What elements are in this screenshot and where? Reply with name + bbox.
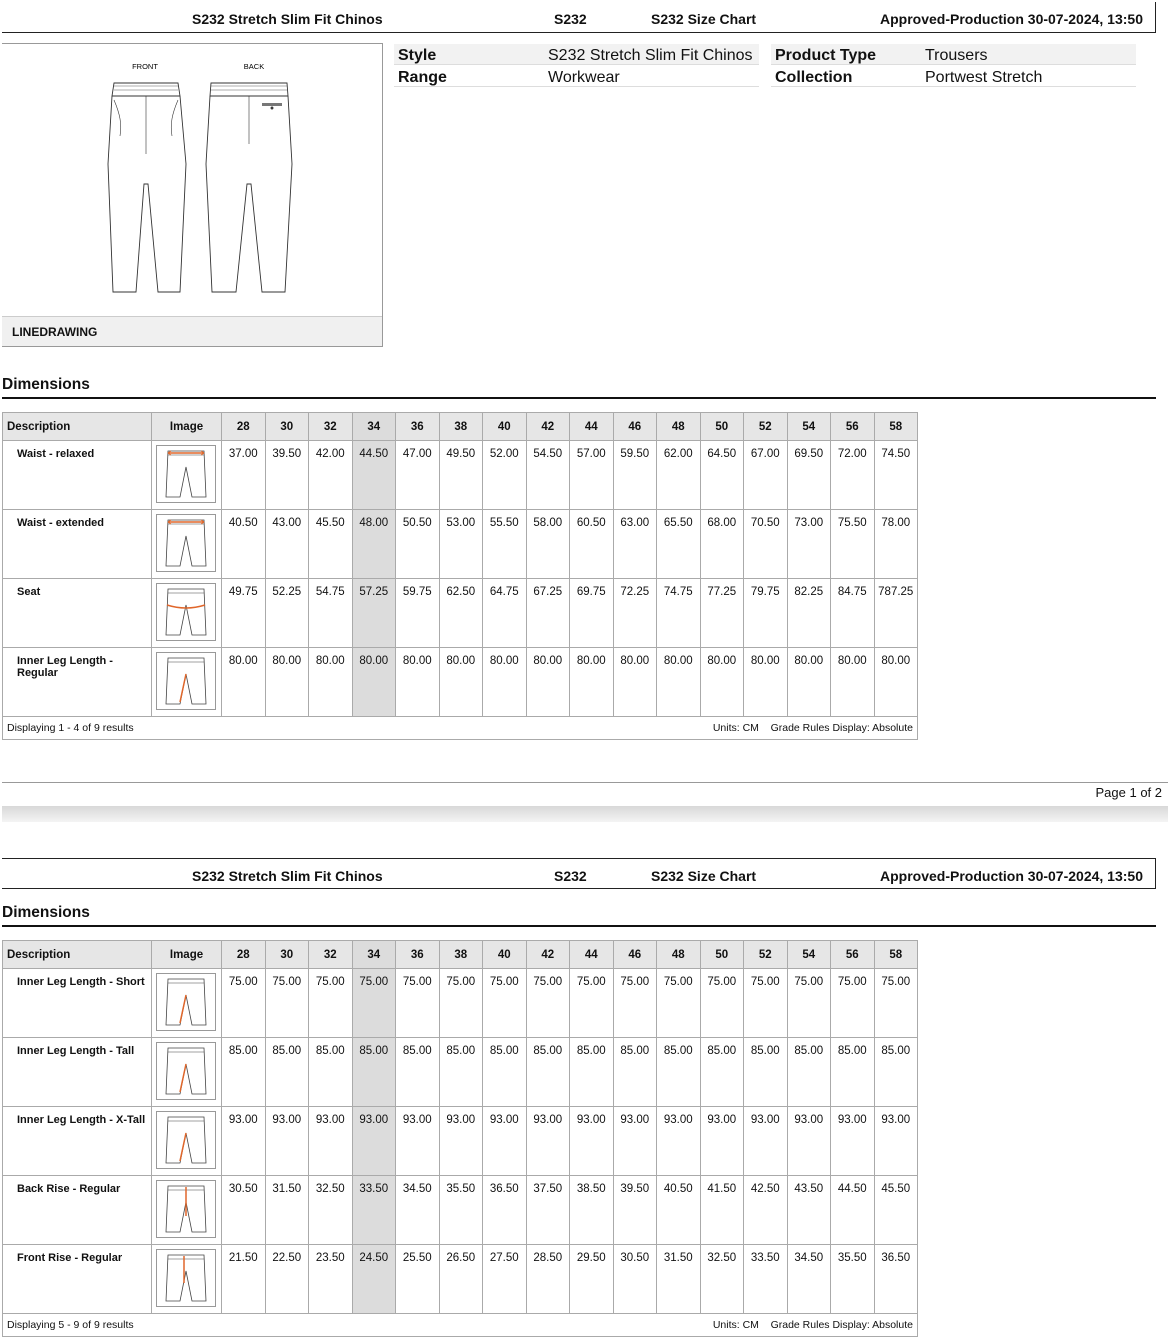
page-gap: [2, 806, 1168, 822]
results-count: Displaying 5 - 9 of 9 results: [3, 1314, 309, 1337]
size-value-cell: 85.00: [744, 1038, 788, 1107]
size-value-cell: 32.50: [700, 1245, 744, 1314]
header-code: S232: [554, 11, 587, 27]
page-header: [2, 2, 1156, 33]
size-value-cell: 85.00: [483, 1038, 527, 1107]
size-value-cell: 93.00: [570, 1107, 614, 1176]
size-header-54: 54: [787, 413, 831, 441]
size-header-38: 38: [439, 413, 483, 441]
size-value-cell: 39.50: [265, 441, 309, 510]
size-value-cell: 80.00: [309, 648, 353, 717]
size-value-cell: 57.25: [352, 579, 396, 648]
size-value-cell: 44.50: [352, 441, 396, 510]
size-value-cell: 48.00: [352, 510, 396, 579]
size-value-cell: 65.50: [657, 510, 701, 579]
size-header-30: 30: [265, 413, 309, 441]
size-value-cell: 31.50: [657, 1245, 701, 1314]
size-value-cell: 80.00: [787, 648, 831, 717]
size-value-cell: 80.00: [526, 648, 570, 717]
trousers-line-drawing: [2, 44, 383, 316]
results-count: Displaying 1 - 4 of 9 results: [3, 717, 309, 740]
size-header-32: 32: [309, 413, 353, 441]
size-value-cell: 52.25: [265, 579, 309, 648]
size-value-cell: 78.00: [874, 510, 918, 579]
line-drawing-caption: LINEDRAWING: [2, 316, 382, 346]
info-range-row: [394, 66, 759, 87]
size-value-cell: 38.50: [570, 1176, 614, 1245]
back-rise-diagram-icon: [152, 1176, 222, 1245]
size-value-cell: 93.00: [222, 1107, 266, 1176]
size-value-cell: 73.00: [787, 510, 831, 579]
size-header-42: 42: [526, 413, 570, 441]
style-label: Style: [398, 47, 437, 64]
size-value-cell: 85.00: [613, 1038, 657, 1107]
size-value-cell: 82.25: [787, 579, 831, 648]
size-value-cell: 85.00: [265, 1038, 309, 1107]
size-value-cell: 93.00: [874, 1107, 918, 1176]
inner-leg-diagram-icon: [152, 1107, 222, 1176]
size-value-cell: 35.50: [831, 1245, 875, 1314]
size-value-cell: 80.00: [265, 648, 309, 717]
size-value-cell: 37.00: [222, 441, 266, 510]
size-header-48: 48: [657, 413, 701, 441]
size-value-cell: 75.00: [265, 969, 309, 1038]
style-value: S232 Stretch Slim Fit Chinos: [548, 47, 753, 64]
table-header-row: [3, 413, 918, 441]
size-value-cell: 75.00: [613, 969, 657, 1038]
size-value-cell: 45.50: [874, 1176, 918, 1245]
size-header-32: 32: [309, 941, 353, 969]
description-header: Description: [3, 941, 152, 969]
size-value-cell: 75.00: [657, 969, 701, 1038]
waist-diagram-icon: [152, 441, 222, 510]
size-value-cell: 69.50: [787, 441, 831, 510]
size-value-cell: 74.50: [874, 441, 918, 510]
size-header-34: 34: [352, 413, 396, 441]
page-divider: [2, 782, 1168, 783]
table-row: [3, 648, 918, 717]
header-title: S232 Stretch Slim Fit Chinos: [192, 868, 383, 884]
dimensions-title: Dimensions: [2, 376, 1156, 399]
size-value-cell: 34.50: [787, 1245, 831, 1314]
row-description: Waist - relaxed: [3, 441, 152, 510]
header-code: S232: [554, 868, 587, 884]
product-type-label: Product Type: [775, 47, 877, 64]
size-value-cell: 67.00: [744, 441, 788, 510]
size-value-cell: 35.50: [439, 1176, 483, 1245]
description-header: Description: [3, 413, 152, 441]
front-trousers-shape: [108, 83, 186, 292]
size-value-cell: 85.00: [526, 1038, 570, 1107]
row-description: Inner Leg Length - Tall: [3, 1038, 152, 1107]
size-header-58: 58: [874, 941, 918, 969]
size-value-cell: 37.50: [526, 1176, 570, 1245]
size-value-cell: 75.50: [831, 510, 875, 579]
size-header-46: 46: [613, 413, 657, 441]
size-value-cell: 26.50: [439, 1245, 483, 1314]
size-value-cell: 85.00: [439, 1038, 483, 1107]
size-value-cell: 43.00: [265, 510, 309, 579]
row-description: Waist - extended: [3, 510, 152, 579]
size-value-cell: 75.00: [700, 969, 744, 1038]
row-description: Front Rise - Regular: [3, 1245, 152, 1314]
header-chart-name: S232 Size Chart: [651, 11, 757, 27]
size-value-cell: 93.00: [657, 1107, 701, 1176]
product-type-value: Trousers: [925, 47, 988, 64]
waist-diagram-icon: [152, 510, 222, 579]
size-value-cell: 21.50: [222, 1245, 266, 1314]
size-value-cell: 80.00: [222, 648, 266, 717]
table-footer-row: [3, 717, 918, 740]
size-value-cell: 85.00: [222, 1038, 266, 1107]
size-value-cell: 42.50: [744, 1176, 788, 1245]
size-value-cell: 85.00: [309, 1038, 353, 1107]
size-value-cell: 60.50: [570, 510, 614, 579]
size-value-cell: 93.00: [831, 1107, 875, 1176]
size-value-cell: 93.00: [613, 1107, 657, 1176]
size-value-cell: 43.50: [787, 1176, 831, 1245]
size-value-cell: 49.50: [439, 441, 483, 510]
inner-leg-diagram-icon: [152, 1038, 222, 1107]
size-value-cell: 50.50: [396, 510, 440, 579]
size-value-cell: 93.00: [744, 1107, 788, 1176]
table-footer-row: [3, 1314, 918, 1337]
size-header-52: 52: [744, 941, 788, 969]
size-value-cell: 85.00: [396, 1038, 440, 1107]
size-value-cell: 80.00: [613, 648, 657, 717]
size-header-42: 42: [526, 941, 570, 969]
size-value-cell: 54.50: [526, 441, 570, 510]
size-value-cell: 80.00: [483, 648, 527, 717]
row-description: Inner Leg Length - Regular: [3, 648, 152, 717]
range-value: Workwear: [548, 69, 620, 86]
size-value-cell: 93.00: [352, 1107, 396, 1176]
size-value-cell: 25.50: [396, 1245, 440, 1314]
size-value-cell: 75.00: [831, 969, 875, 1038]
size-value-cell: 93.00: [483, 1107, 527, 1176]
size-value-cell: 58.00: [526, 510, 570, 579]
table-row: [3, 510, 918, 579]
header-status: Approved-Production 30-07-2024, 13:50: [880, 868, 1143, 884]
size-value-cell: 24.50: [352, 1245, 396, 1314]
size-value-cell: 85.00: [657, 1038, 701, 1107]
units-info: Units: CM Grade Rules Display: Absolute: [309, 717, 918, 740]
size-value-cell: 93.00: [396, 1107, 440, 1176]
size-value-cell: 64.50: [700, 441, 744, 510]
size-value-cell: 75.00: [483, 969, 527, 1038]
size-header-44: 44: [570, 941, 614, 969]
size-value-cell: 29.50: [570, 1245, 614, 1314]
size-value-cell: 85.00: [570, 1038, 614, 1107]
size-value-cell: 55.50: [483, 510, 527, 579]
size-value-cell: 74.75: [657, 579, 701, 648]
size-value-cell: 80.00: [744, 648, 788, 717]
size-value-cell: 75.00: [787, 969, 831, 1038]
size-value-cell: 75.00: [570, 969, 614, 1038]
size-value-cell: 47.00: [396, 441, 440, 510]
size-value-cell: 63.00: [613, 510, 657, 579]
size-header-36: 36: [396, 413, 440, 441]
size-value-cell: 69.75: [570, 579, 614, 648]
size-value-cell: 72.00: [831, 441, 875, 510]
size-value-cell: 80.00: [657, 648, 701, 717]
size-header-28: 28: [222, 941, 266, 969]
table-row: [3, 1176, 918, 1245]
size-value-cell: 85.00: [874, 1038, 918, 1107]
back-trousers-shape: [206, 83, 292, 292]
size-value-cell: 42.00: [309, 441, 353, 510]
size-value-cell: 59.50: [613, 441, 657, 510]
size-value-cell: 75.00: [526, 969, 570, 1038]
size-value-cell: 93.00: [265, 1107, 309, 1176]
size-value-cell: 85.00: [787, 1038, 831, 1107]
size-header-36: 36: [396, 941, 440, 969]
inner-leg-diagram-icon: [152, 648, 222, 717]
size-value-cell: 72.25: [613, 579, 657, 648]
size-value-cell: 93.00: [787, 1107, 831, 1176]
size-value-cell: 787.25: [874, 579, 918, 648]
table-row: [3, 441, 918, 510]
size-value-cell: 75.00: [439, 969, 483, 1038]
size-value-cell: 32.50: [309, 1176, 353, 1245]
size-value-cell: 30.50: [222, 1176, 266, 1245]
size-value-cell: 57.00: [570, 441, 614, 510]
size-value-cell: 80.00: [396, 648, 440, 717]
line-drawing-panel: [2, 43, 383, 347]
size-value-cell: 84.75: [831, 579, 875, 648]
collection-value: Portwest Stretch: [925, 69, 1043, 86]
size-header-40: 40: [483, 941, 527, 969]
size-value-cell: 33.50: [352, 1176, 396, 1245]
size-value-cell: 30.50: [613, 1245, 657, 1314]
size-value-cell: 34.50: [396, 1176, 440, 1245]
image-header: Image: [152, 941, 222, 969]
size-value-cell: 75.00: [222, 969, 266, 1038]
size-value-cell: 49.75: [222, 579, 266, 648]
size-value-cell: 36.50: [874, 1245, 918, 1314]
size-value-cell: 75.00: [874, 969, 918, 1038]
header-title: S232 Stretch Slim Fit Chinos: [192, 11, 383, 27]
size-value-cell: 79.75: [744, 579, 788, 648]
size-value-cell: 62.50: [439, 579, 483, 648]
size-header-54: 54: [787, 941, 831, 969]
size-header-58: 58: [874, 413, 918, 441]
size-value-cell: 80.00: [874, 648, 918, 717]
size-header-56: 56: [831, 413, 875, 441]
size-value-cell: 45.50: [309, 510, 353, 579]
info-type-row: [771, 44, 1136, 65]
size-value-cell: 80.00: [570, 648, 614, 717]
size-header-52: 52: [744, 413, 788, 441]
size-value-cell: 53.00: [439, 510, 483, 579]
size-value-cell: 75.00: [744, 969, 788, 1038]
table-row: [3, 969, 918, 1038]
page-number: Page 1 of 2: [1095, 785, 1162, 800]
size-header-28: 28: [222, 413, 266, 441]
dimensions-table-page1: [2, 412, 918, 740]
size-value-cell: 62.00: [657, 441, 701, 510]
size-value-cell: 36.50: [483, 1176, 527, 1245]
size-value-cell: 68.00: [700, 510, 744, 579]
table-row: [3, 1245, 918, 1314]
size-value-cell: 85.00: [831, 1038, 875, 1107]
row-description: Inner Leg Length - X-Tall: [3, 1107, 152, 1176]
header-status: Approved-Production 30-07-2024, 13:50: [880, 11, 1143, 27]
size-header-46: 46: [613, 941, 657, 969]
range-label: Range: [398, 69, 447, 86]
size-header-48: 48: [657, 941, 701, 969]
size-value-cell: 80.00: [352, 648, 396, 717]
size-header-50: 50: [700, 941, 744, 969]
size-header-50: 50: [700, 413, 744, 441]
size-header-40: 40: [483, 413, 527, 441]
size-value-cell: 23.50: [309, 1245, 353, 1314]
size-value-cell: 39.50: [613, 1176, 657, 1245]
size-value-cell: 85.00: [352, 1038, 396, 1107]
size-value-cell: 75.00: [309, 969, 353, 1038]
size-value-cell: 59.75: [396, 579, 440, 648]
header-chart-name: S232 Size Chart: [651, 868, 757, 884]
size-value-cell: 75.00: [352, 969, 396, 1038]
size-header-44: 44: [570, 413, 614, 441]
row-description: Inner Leg Length - Short: [3, 969, 152, 1038]
front-rise-diagram-icon: [152, 1245, 222, 1314]
collection-label: Collection: [775, 69, 853, 86]
size-value-cell: 77.25: [700, 579, 744, 648]
size-value-cell: 28.50: [526, 1245, 570, 1314]
front-label: FRONT: [132, 62, 158, 71]
size-header-30: 30: [265, 941, 309, 969]
size-value-cell: 93.00: [526, 1107, 570, 1176]
size-value-cell: 33.50: [744, 1245, 788, 1314]
units-info: Units: CM Grade Rules Display: Absolute: [309, 1314, 918, 1337]
size-value-cell: 67.25: [526, 579, 570, 648]
size-header-56: 56: [831, 941, 875, 969]
page2-header: [2, 858, 1156, 889]
size-value-cell: 64.75: [483, 579, 527, 648]
table-row: [3, 579, 918, 648]
size-value-cell: 80.00: [439, 648, 483, 717]
info-collection-row: [771, 66, 1136, 87]
size-header-34: 34: [352, 941, 396, 969]
table-header-row: [3, 941, 918, 969]
size-value-cell: 54.75: [309, 579, 353, 648]
size-value-cell: 85.00: [700, 1038, 744, 1107]
inner-leg-diagram-icon: [152, 969, 222, 1038]
size-value-cell: 80.00: [700, 648, 744, 717]
size-value-cell: 93.00: [439, 1107, 483, 1176]
size-value-cell: 70.50: [744, 510, 788, 579]
size-value-cell: 44.50: [831, 1176, 875, 1245]
size-value-cell: 41.50: [700, 1176, 744, 1245]
seat-diagram-icon: [152, 579, 222, 648]
size-value-cell: 40.50: [222, 510, 266, 579]
dimensions-title-page2: Dimensions: [2, 904, 1156, 927]
size-value-cell: 40.50: [657, 1176, 701, 1245]
size-value-cell: 22.50: [265, 1245, 309, 1314]
back-label: BACK: [243, 62, 265, 71]
info-style-row: [394, 44, 759, 65]
row-description: Seat: [3, 579, 152, 648]
size-value-cell: 52.00: [483, 441, 527, 510]
size-header-38: 38: [439, 941, 483, 969]
table-row: [3, 1107, 918, 1176]
size-value-cell: 93.00: [700, 1107, 744, 1176]
table-row: [3, 1038, 918, 1107]
size-value-cell: 31.50: [265, 1176, 309, 1245]
dimensions-table-page2: [2, 940, 918, 1337]
size-value-cell: 75.00: [396, 969, 440, 1038]
image-header: Image: [152, 413, 222, 441]
row-description: Back Rise - Regular: [3, 1176, 152, 1245]
size-value-cell: 27.50: [483, 1245, 527, 1314]
size-value-cell: 80.00: [831, 648, 875, 717]
size-value-cell: 93.00: [309, 1107, 353, 1176]
